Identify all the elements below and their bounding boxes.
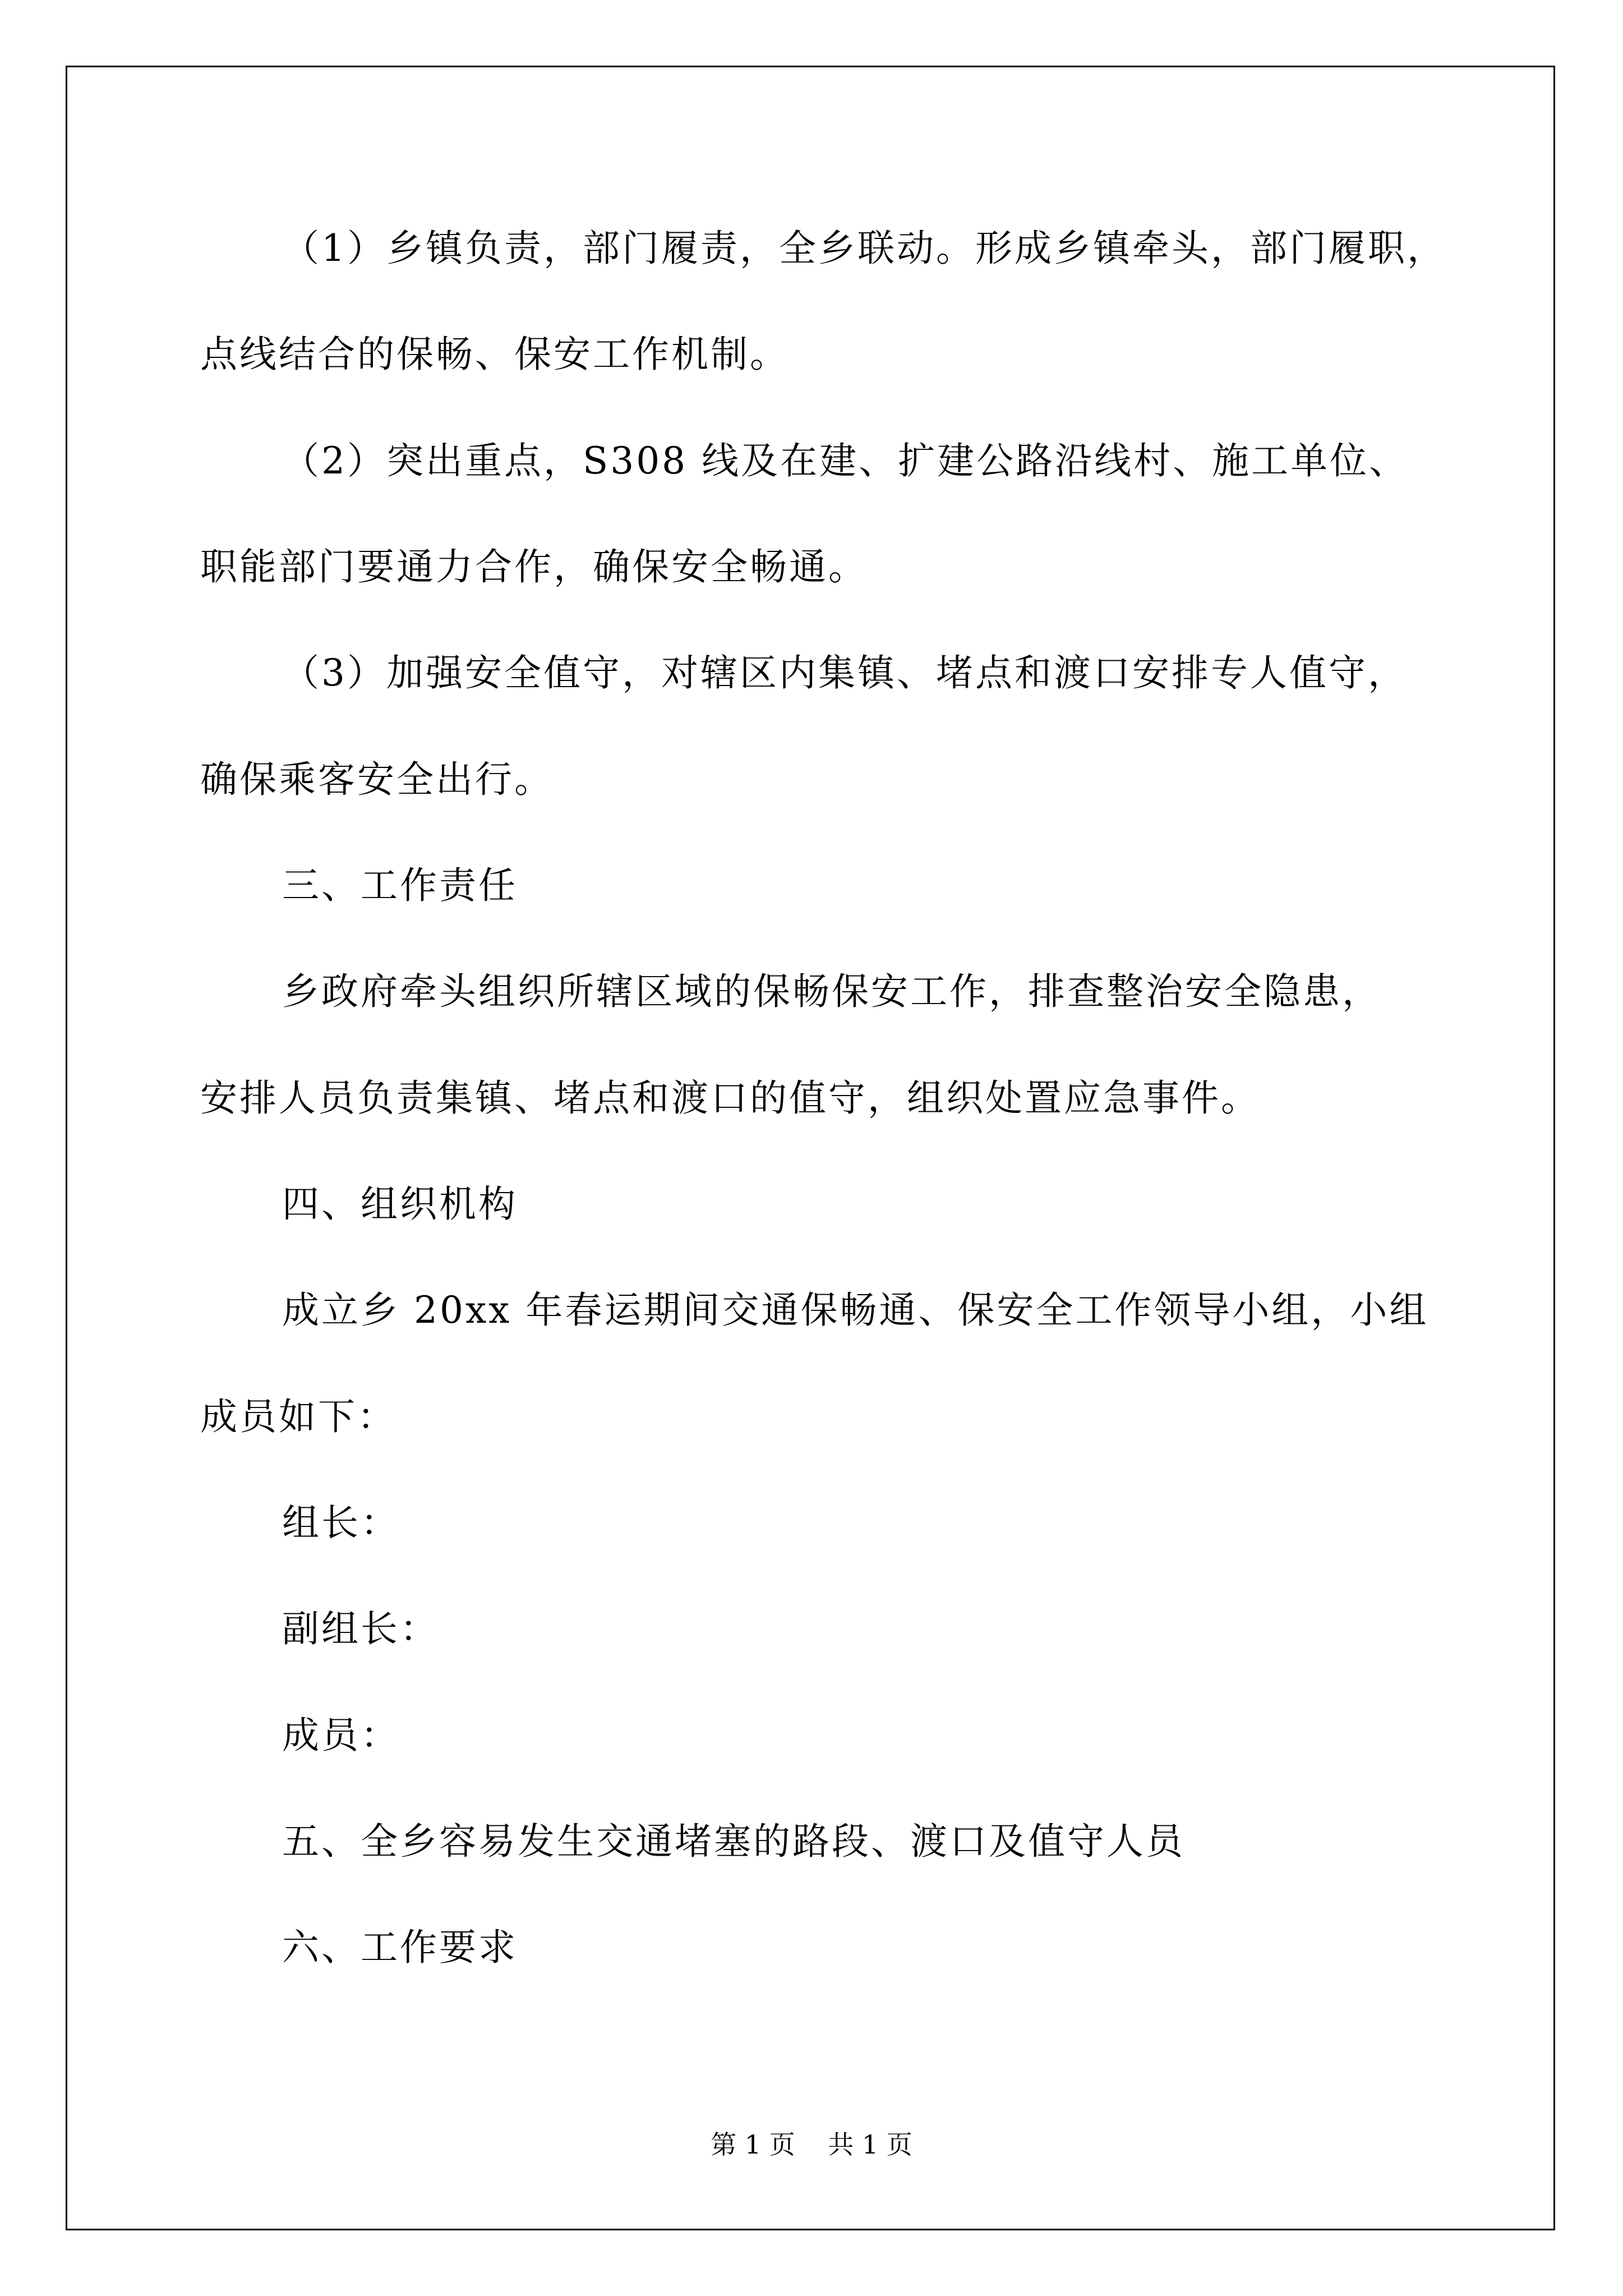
section-heading-organization: 四、组织机构 — [282, 1182, 518, 1226]
section-heading-requirements: 六、工作要求 — [282, 1926, 518, 1969]
paragraph-2-line-2: 职能部门要通力合作，确保安全畅通。 — [200, 545, 868, 588]
paragraph-1-line-2: 点线结合的保畅、保安工作机制。 — [200, 333, 789, 376]
paragraph-3-line-1: （3）加强安全值守，对辖区内集镇、堵点和渡口安排专人值守， — [282, 651, 1407, 694]
deputy-leader-label: 副组长： — [282, 1607, 439, 1650]
section-heading-congestion: 五、全乡容易发生交通堵塞的路段、渡口及值守人员 — [282, 1820, 1185, 1863]
page-number-footer: 第 1 页 共 1 页 — [711, 2129, 912, 2160]
paragraph-5-line-2: 成员如下： — [200, 1395, 396, 1438]
group-leader-label: 组长： — [282, 1501, 400, 1544]
paragraph-3-line-2: 确保乘客安全出行。 — [200, 758, 554, 801]
paragraph-4-line-1: 乡政府牵头组织所辖区域的保畅保安工作，排查整治安全隐患， — [282, 970, 1381, 1013]
paragraph-1-line-1: （1）乡镇负责，部门履责，全乡联动。形成乡镇牵头，部门履职， — [282, 227, 1446, 270]
paragraph-2-line-1: （2）突出重点，S308 线及在建、扩建公路沿线村、施工单位、 — [282, 439, 1409, 482]
section-heading-responsibility: 三、工作责任 — [282, 864, 518, 907]
paragraph-5-line-1: 成立乡 20xx 年春运期间交通保畅通、保安全工作领导小组，小组 — [282, 1289, 1429, 1332]
paragraph-4-line-2: 安排人员负责集镇、堵点和渡口的值守，组织处置应急事件。 — [200, 1076, 1260, 1120]
page-border — [66, 66, 1555, 2230]
members-label: 成员： — [282, 1714, 400, 1757]
